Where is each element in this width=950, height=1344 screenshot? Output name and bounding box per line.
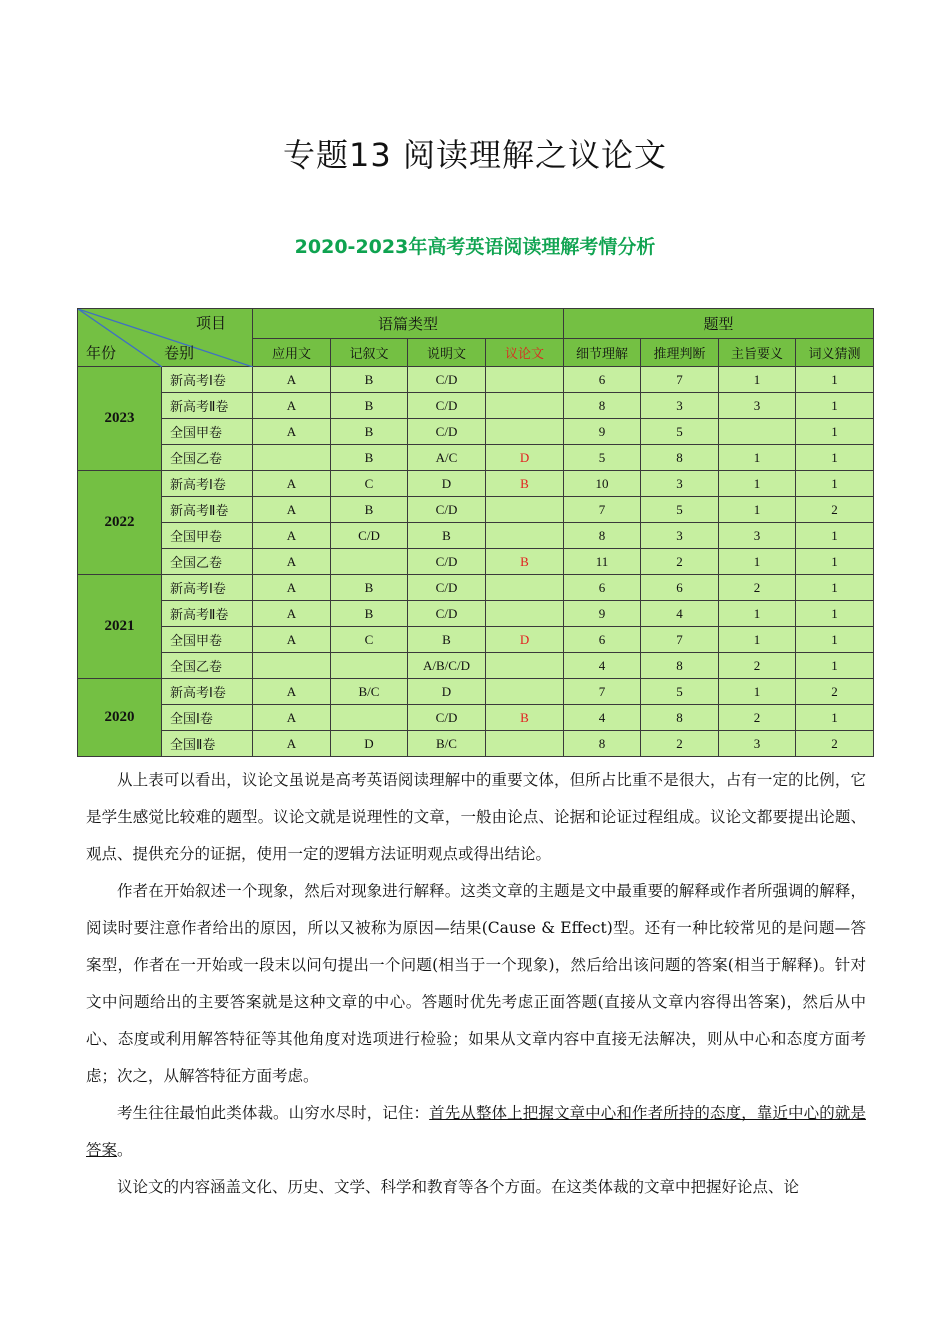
paragraph: [86, 1095, 866, 1169]
argumentative-cell: [486, 367, 564, 393]
data-cell: [331, 705, 408, 731]
data-cell: 6: [564, 575, 641, 601]
paper-cell: 全国Ⅱ卷: [162, 731, 253, 757]
argumentative-cell: [486, 575, 564, 601]
data-cell: B: [408, 627, 486, 653]
data-cell: 1: [796, 393, 874, 419]
data-cell: 8: [641, 653, 719, 679]
group-header-genre: 语篇类型: [253, 309, 564, 339]
data-cell: 2: [796, 497, 874, 523]
data-cell: 11: [564, 549, 641, 575]
data-cell: A: [253, 627, 331, 653]
data-cell: 1: [796, 705, 874, 731]
corner-label-item: 项目: [196, 314, 227, 332]
data-cell: B: [331, 601, 408, 627]
column-header: 词义猜测: [796, 339, 874, 367]
data-cell: A: [253, 679, 331, 705]
paper-cell: 新高考Ⅰ卷: [162, 575, 253, 601]
table-row: [78, 679, 874, 705]
year-cell: 2023: [78, 367, 162, 471]
table-row: [78, 497, 874, 523]
paper-cell: 新高考Ⅰ卷: [162, 367, 253, 393]
paper-cell: 新高考Ⅱ卷: [162, 393, 253, 419]
data-cell: 1: [796, 601, 874, 627]
data-cell: 1: [796, 419, 874, 445]
argumentative-cell: D: [486, 445, 564, 471]
table-row: [78, 705, 874, 731]
argumentative-cell: [486, 419, 564, 445]
paper-cell: 全国乙卷: [162, 653, 253, 679]
table-row: [78, 601, 874, 627]
argumentative-cell: [486, 523, 564, 549]
argumentative-cell: [486, 731, 564, 757]
data-cell: C/D: [408, 419, 486, 445]
data-cell: 1: [719, 679, 796, 705]
argumentative-cell: [486, 393, 564, 419]
data-cell: C/D: [408, 367, 486, 393]
argumentative-cell: B: [486, 471, 564, 497]
data-cell: 10: [564, 471, 641, 497]
data-cell: B: [331, 367, 408, 393]
data-cell: 3: [719, 523, 796, 549]
data-cell: A: [253, 705, 331, 731]
data-cell: 2: [641, 549, 719, 575]
table-row: [78, 419, 874, 445]
data-cell: 2: [719, 705, 796, 731]
data-cell: A: [253, 575, 331, 601]
paper-cell: 新高考Ⅰ卷: [162, 471, 253, 497]
data-cell: C: [331, 471, 408, 497]
table-row: [78, 523, 874, 549]
argumentative-cell: B: [486, 705, 564, 731]
data-cell: [331, 549, 408, 575]
column-header-argumentative: 议论文: [486, 339, 564, 367]
data-cell: 8: [641, 445, 719, 471]
year-cell: 2021: [78, 575, 162, 679]
data-cell: C/D: [408, 575, 486, 601]
data-cell: 7: [564, 679, 641, 705]
data-cell: B/C: [408, 731, 486, 757]
data-cell: 2: [796, 731, 874, 757]
paper-cell: 全国乙卷: [162, 549, 253, 575]
paper-cell: 全国甲卷: [162, 419, 253, 445]
data-cell: B: [331, 445, 408, 471]
data-cell: C/D: [408, 393, 486, 419]
data-cell: [253, 653, 331, 679]
data-cell: 1: [719, 627, 796, 653]
data-cell: A/C: [408, 445, 486, 471]
body-text: [86, 762, 866, 1206]
data-cell: A: [253, 601, 331, 627]
column-header: 记叙文: [331, 339, 408, 367]
data-cell: 8: [564, 731, 641, 757]
data-cell: A: [253, 419, 331, 445]
data-cell: 6: [564, 627, 641, 653]
argumentative-cell: [486, 653, 564, 679]
table-row: [78, 653, 874, 679]
argumentative-cell: D: [486, 627, 564, 653]
data-cell: 9: [564, 419, 641, 445]
group-header-qtype: 题型: [564, 309, 874, 339]
paper-cell: 全国甲卷: [162, 627, 253, 653]
data-cell: B: [331, 575, 408, 601]
data-cell: 6: [564, 367, 641, 393]
column-header: 说明文: [408, 339, 486, 367]
column-header: 应用文: [253, 339, 331, 367]
data-cell: D: [408, 471, 486, 497]
data-cell: C/D: [408, 601, 486, 627]
data-cell: A: [253, 393, 331, 419]
table-row: [78, 627, 874, 653]
data-cell: 1: [796, 627, 874, 653]
year-cell: 2022: [78, 471, 162, 575]
data-cell: C: [331, 627, 408, 653]
data-cell: 5: [641, 419, 719, 445]
data-cell: A: [253, 549, 331, 575]
table-row: [78, 575, 874, 601]
table-corner-cell: [78, 309, 253, 367]
data-cell: A: [253, 471, 331, 497]
data-cell: C/D: [408, 549, 486, 575]
data-cell: 1: [719, 471, 796, 497]
data-cell: 8: [641, 705, 719, 731]
paper-cell: 新高考Ⅱ卷: [162, 497, 253, 523]
argumentative-cell: [486, 679, 564, 705]
paragraph: 作者在开始叙述一个现象，然后对现象进行解释。这类文章的主题是文中最重要的解释或作者所强调的解释，阅读时要注意作者给出的原因，所以又被称为原因—结果(Cause & Effect)型。还有一种比较常见的是问题—答案型，作者在一开始或一段末以问句提出一个问题(相当于一个现象)，然后给出该问题的答案(相当于解释)。针对文中问题给出的主要答案就是这种文章的中心。答题时优先考虑正面答题(直接从文章内容得出答案)，然后从中心、态度或利用解答特征等其他角度对选项进行检验；如果从文章内容中直接无法解决，则从中心和态度方面考虑；次之，从解答特征方面考虑。: [86, 882, 866, 1085]
data-cell: 1: [796, 575, 874, 601]
data-cell: 1: [719, 497, 796, 523]
data-cell: 1: [796, 653, 874, 679]
data-cell: 3: [719, 393, 796, 419]
data-cell: C/D: [408, 705, 486, 731]
data-cell: [331, 653, 408, 679]
data-cell: 5: [641, 497, 719, 523]
data-cell: D: [408, 679, 486, 705]
table-row: [78, 471, 874, 497]
data-cell: 4: [641, 601, 719, 627]
page-title: 专题13 阅读理解之议论文: [283, 136, 667, 174]
data-cell: B: [331, 393, 408, 419]
corner-label-year: 年份: [86, 344, 117, 362]
data-cell: A: [253, 731, 331, 757]
data-cell: 7: [641, 367, 719, 393]
column-header: 主旨要义: [719, 339, 796, 367]
data-cell: 5: [564, 445, 641, 471]
data-cell: 1: [719, 549, 796, 575]
data-cell: 8: [564, 523, 641, 549]
data-cell: C/D: [331, 523, 408, 549]
data-cell: 2: [796, 679, 874, 705]
data-cell: A: [253, 497, 331, 523]
argumentative-cell: B: [486, 549, 564, 575]
data-cell: 1: [796, 367, 874, 393]
paragraph-text: 考生往往最怕此类体裁。山穷水尽时，记住：: [117, 1104, 430, 1122]
table-row: [78, 367, 874, 393]
argumentative-cell: [486, 601, 564, 627]
data-cell: 4: [564, 653, 641, 679]
paper-cell: 新高考Ⅰ卷: [162, 679, 253, 705]
table-row: [78, 393, 874, 419]
data-cell: A: [253, 367, 331, 393]
data-cell: B: [331, 497, 408, 523]
data-cell: 6: [641, 575, 719, 601]
data-cell: 7: [641, 627, 719, 653]
data-cell: B: [331, 419, 408, 445]
data-cell: A: [253, 523, 331, 549]
data-cell: D: [331, 731, 408, 757]
data-cell: 3: [641, 393, 719, 419]
exam-analysis-table: [77, 308, 874, 757]
data-cell: 8: [564, 393, 641, 419]
data-cell: [253, 445, 331, 471]
paper-cell: 全国乙卷: [162, 445, 253, 471]
year-cell: 2020: [78, 679, 162, 757]
data-cell: 1: [719, 601, 796, 627]
data-cell: 5: [641, 679, 719, 705]
argumentative-cell: [486, 497, 564, 523]
data-cell: [719, 419, 796, 445]
data-cell: B/C: [331, 679, 408, 705]
table-subtitle: 2020-2023年高考英语阅读理解考情分析: [294, 236, 656, 258]
paper-cell: 全国甲卷: [162, 523, 253, 549]
data-cell: A/B/C/D: [408, 653, 486, 679]
paragraph-text: 。: [117, 1141, 133, 1159]
data-cell: 9: [564, 601, 641, 627]
paper-cell: 全国Ⅰ卷: [162, 705, 253, 731]
corner-label-paper: 卷别: [164, 344, 195, 362]
data-cell: 1: [796, 471, 874, 497]
table-row: [78, 549, 874, 575]
data-cell: 3: [641, 471, 719, 497]
data-cell: 1: [796, 523, 874, 549]
table-row: [78, 731, 874, 757]
data-cell: 1: [796, 549, 874, 575]
data-cell: 4: [564, 705, 641, 731]
data-cell: 2: [719, 653, 796, 679]
paragraph: 议论文的内容涵盖文化、历史、文学、科学和教育等各个方面。在这类体裁的文章中把握好论点、论: [117, 1178, 800, 1196]
paragraph: 从上表可以看出，议论文虽说是高考英语阅读理解中的重要文体，但所占比重不是很大，占有一定的比例，它是学生感觉比较难的题型。议论文就是说理性的文章，一般由论点、论据和论证过程组成。议论文都要提出论题、观点、提供充分的证据，使用一定的逻辑方法证明观点或得出结论。: [86, 771, 866, 863]
data-cell: B: [408, 523, 486, 549]
data-cell: 7: [564, 497, 641, 523]
data-cell: 3: [719, 731, 796, 757]
data-cell: C/D: [408, 497, 486, 523]
data-cell: 1: [719, 445, 796, 471]
data-cell: 1: [719, 367, 796, 393]
table-row: [78, 445, 874, 471]
paper-cell: 新高考Ⅱ卷: [162, 601, 253, 627]
column-header: 细节理解: [564, 339, 641, 367]
data-cell: 2: [719, 575, 796, 601]
underlined-key-sentence: 首先从整体上把握文章中心和作者所持的态度，靠近中心的就是答案: [86, 1104, 866, 1159]
data-cell: 2: [641, 731, 719, 757]
data-cell: 3: [641, 523, 719, 549]
column-header: 推理判断: [641, 339, 719, 367]
data-cell: 1: [796, 445, 874, 471]
